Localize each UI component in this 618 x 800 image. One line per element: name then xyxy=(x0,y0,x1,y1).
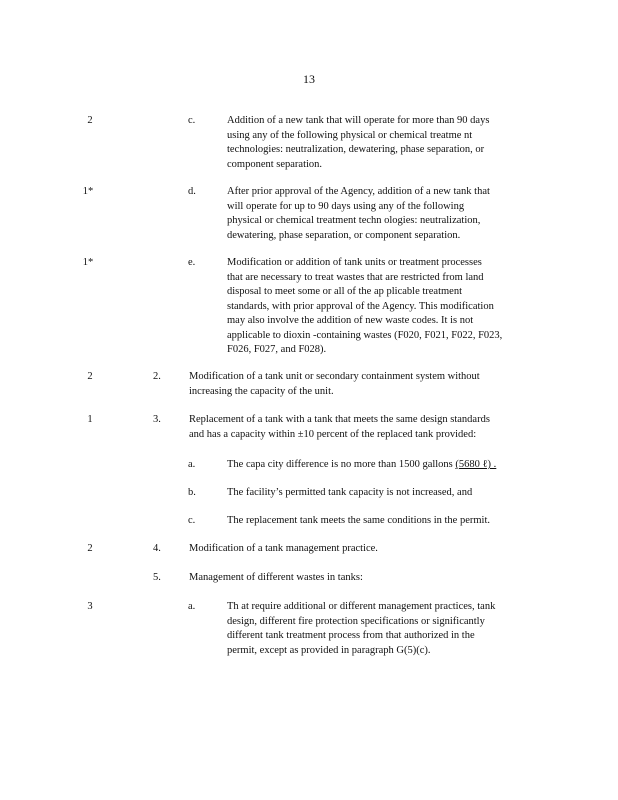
item-marker: 2. xyxy=(153,371,161,382)
item-text-line: applicable to dioxin -containing wastes (F020, F021, F022, F023, xyxy=(227,329,503,341)
item-text-line: using any of the following physical or chemical treatme nt xyxy=(227,129,473,141)
item-text-line: different tank treatment process from that authorized in the xyxy=(227,630,475,641)
item-text-line: technologies: neutralization, dewatering, phase separation, or xyxy=(227,144,485,155)
item-text-line: The replacement tank meets the same conditions in the permit. xyxy=(227,515,490,526)
item-text-line: Modification or addition of tank units or treatment processes xyxy=(227,257,482,268)
item-text-line: disposal to meet some or all of the ap plicable treatment xyxy=(227,286,463,297)
item-marker: 4. xyxy=(153,543,161,554)
item-text-line xyxy=(227,458,496,473)
item-text-line: increasing the capacity of the unit. xyxy=(189,385,334,397)
item-marker: d. xyxy=(188,186,196,197)
class-level: 3 xyxy=(87,601,93,612)
item-text-line: that are necessary to treat wastes that are restricted from land xyxy=(227,271,484,283)
item-text-line: Th at require additional or different management practices, tank xyxy=(227,601,496,612)
item-marker: a. xyxy=(188,459,196,470)
item-text-line: physical or chemical treatment techn ologies: neutralization, xyxy=(227,215,481,226)
item-text-line: and has a capacity within ±10 percent of the replaced tank provided: xyxy=(189,428,477,440)
class-level: 2 xyxy=(87,115,93,126)
item-text-line: Modification of a tank unit or secondary containment system without xyxy=(189,371,480,382)
item-text-line: design, different fire protection specifications or significantly xyxy=(227,615,485,627)
item-marker: c. xyxy=(188,115,196,126)
item-marker: b. xyxy=(188,487,196,498)
item-marker: 3. xyxy=(153,414,161,425)
class-level: 1 xyxy=(87,414,93,425)
item-text-line: will operate for up to 90 days using any of the following xyxy=(227,200,465,212)
item-text-line: component separation. xyxy=(227,158,323,170)
item-text-line: permit, except as provided in paragraph G(5)(c). xyxy=(227,644,431,656)
item-marker: 5. xyxy=(153,572,161,583)
item-text-line: F026, F027, and F028). xyxy=(227,344,327,355)
item-text-line: After prior approval of the Agency, addition of a new tank that xyxy=(227,186,490,197)
class-level: 2 xyxy=(87,371,93,382)
item-text-line: The facility’s permitted tank capacity is not increased, and xyxy=(227,487,473,498)
item-text-line: Replacement of a tank with a tank that meets the same design standards xyxy=(189,414,490,425)
item-text-line: standards, with prior approval of the Agency. This modification xyxy=(227,300,494,312)
class-level: 2 xyxy=(87,543,93,554)
class-level: 1* xyxy=(82,257,94,268)
class-level: 1* xyxy=(82,186,94,197)
item-text-line: Management of different wastes in tanks: xyxy=(189,572,363,583)
item-marker: a. xyxy=(188,601,196,612)
metric-capacity: (5680 ℓ) . xyxy=(455,459,497,470)
item-text: The capa city difference is no more than 1500 gallons xyxy=(227,459,453,470)
item-text-line: dewatering, phase separation, or component separation. xyxy=(227,229,461,241)
item-marker: c. xyxy=(188,515,196,526)
item-text-line: Addition of a new tank that will operate for more than 90 days xyxy=(227,115,490,126)
item-text-line: may also involve the addition of new waste codes. It is not xyxy=(227,315,474,326)
item-text-line: Modification of a tank management practice. xyxy=(189,543,378,554)
item-marker: e. xyxy=(188,257,196,268)
page-number: 13 xyxy=(303,72,315,86)
